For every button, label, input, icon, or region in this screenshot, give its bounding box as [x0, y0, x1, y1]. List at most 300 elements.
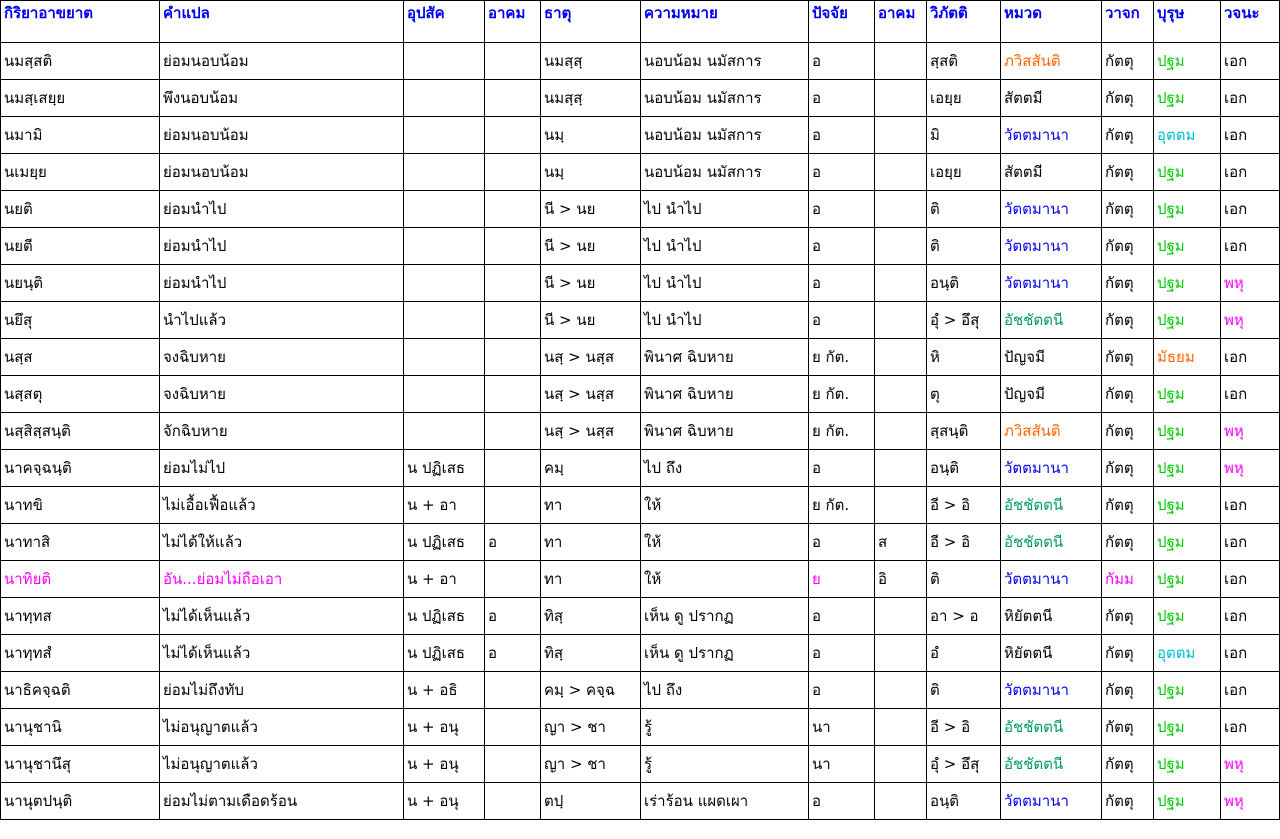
cell-ending: สฺสนฺติ [927, 413, 1001, 450]
cell-group: วัตตมานา [1001, 450, 1102, 487]
cell-verb: นาทาสิ [1, 524, 160, 561]
cell-suffix: อ [809, 154, 875, 191]
cell-voice: กัตตุ [1102, 339, 1154, 376]
cell-augment-2 [875, 191, 927, 228]
cell-number: พหุ [1221, 413, 1280, 450]
table-row [1, 413, 1280, 450]
cell-verb: นสฺส [1, 339, 160, 376]
cell-verb: นยนฺติ [1, 265, 160, 302]
cell-group: ปัญจมี [1001, 339, 1102, 376]
cell-augment-2 [875, 265, 927, 302]
cell-group: อัชชัตตนี [1001, 709, 1102, 746]
cell-augment-2 [875, 80, 927, 117]
header-person: บุรุษ [1154, 1, 1221, 43]
cell-person: ปฐม [1154, 43, 1221, 80]
cell-voice: กัตตุ [1102, 413, 1154, 450]
cell-group: วัตตมานา [1001, 117, 1102, 154]
cell-verb: นมสฺเสยฺย [1, 80, 160, 117]
header-number: วจนะ [1221, 1, 1280, 43]
cell-voice: กัตตุ [1102, 746, 1154, 783]
header-root: ธาตุ [541, 1, 641, 43]
cell-root: นมสฺสฺ [541, 80, 641, 117]
cell-group: หิยัตตนี [1001, 598, 1102, 635]
cell-translation: นำไปแล้ว [160, 302, 404, 339]
cell-voice: กัตตุ [1102, 487, 1154, 524]
cell-root: ทิสฺ [541, 635, 641, 672]
cell-translation: จักฉิบหาย [160, 413, 404, 450]
cell-voice: กัตตุ [1102, 783, 1154, 820]
cell-number: พหุ [1221, 746, 1280, 783]
table-row [1, 672, 1280, 709]
cell-suffix: นา [809, 746, 875, 783]
table-row [1, 117, 1280, 154]
cell-augment-2 [875, 635, 927, 672]
cell-augment [485, 302, 541, 339]
cell-suffix: อ [809, 43, 875, 80]
cell-voice: กัตตุ [1102, 635, 1154, 672]
cell-group: วัตตมานา [1001, 191, 1102, 228]
header-prefix: อุปสัค [404, 1, 485, 43]
cell-prefix [404, 265, 485, 302]
cell-meaning: พินาศ ฉิบหาย [641, 376, 809, 413]
cell-root: นี > นย [541, 302, 641, 339]
cell-group: ปัญจมี [1001, 376, 1102, 413]
cell-translation: ย่อมไม่ตามเดือดร้อน [160, 783, 404, 820]
cell-prefix: น + อนุ [404, 746, 485, 783]
cell-translation: ย่อมนำไป [160, 228, 404, 265]
cell-person: ปฐม [1154, 598, 1221, 635]
cell-translation: จงฉิบหาย [160, 339, 404, 376]
cell-root: ทา [541, 487, 641, 524]
cell-augment-2 [875, 154, 927, 191]
cell-number: เอก [1221, 228, 1280, 265]
cell-number: เอก [1221, 154, 1280, 191]
cell-group: วัตตมานา [1001, 228, 1102, 265]
cell-voice: กัตตุ [1102, 228, 1154, 265]
cell-meaning: ให้ [641, 487, 809, 524]
cell-number: เอก [1221, 376, 1280, 413]
cell-prefix: น + อา [404, 561, 485, 598]
cell-translation: ย่อมนำไป [160, 191, 404, 228]
table-row [1, 487, 1280, 524]
cell-augment-2 [875, 339, 927, 376]
cell-person: ปฐม [1154, 672, 1221, 709]
cell-meaning: ไป นำไป [641, 265, 809, 302]
cell-verb: นานุชานิ [1, 709, 160, 746]
cell-person: ปฐม [1154, 450, 1221, 487]
cell-suffix: อ [809, 302, 875, 339]
cell-root: ตปฺ [541, 783, 641, 820]
cell-group: อัชชัตตนี [1001, 487, 1102, 524]
cell-augment [485, 43, 541, 80]
cell-translation: ย่อมนำไป [160, 265, 404, 302]
cell-prefix [404, 302, 485, 339]
cell-augment: อ [485, 598, 541, 635]
cell-root: นสฺ > นสฺส [541, 413, 641, 450]
cell-suffix: อ [809, 265, 875, 302]
cell-person: ปฐม [1154, 80, 1221, 117]
cell-meaning: นอบน้อม นมัสการ [641, 80, 809, 117]
cell-ending: อี > อิ [927, 709, 1001, 746]
cell-augment [485, 376, 541, 413]
cell-prefix: น + อา [404, 487, 485, 524]
table-row [1, 783, 1280, 820]
cell-suffix: อ [809, 598, 875, 635]
cell-suffix: ย กัต. [809, 376, 875, 413]
cell-prefix: น ปฏิเสธ [404, 635, 485, 672]
cell-person: ปฐม [1154, 228, 1221, 265]
cell-translation: ไม่ได้ให้แล้ว [160, 524, 404, 561]
cell-number: พหุ [1221, 783, 1280, 820]
cell-augment-2 [875, 302, 927, 339]
cell-suffix: อ [809, 117, 875, 154]
cell-person: ปฐม [1154, 746, 1221, 783]
cell-translation: ย่อมนอบน้อม [160, 154, 404, 191]
cell-augment-2 [875, 450, 927, 487]
table-row [1, 339, 1280, 376]
cell-prefix: น + อธิ [404, 672, 485, 709]
cell-prefix [404, 43, 485, 80]
cell-number: เอก [1221, 635, 1280, 672]
cell-voice: กัตตุ [1102, 709, 1154, 746]
cell-suffix: ย กัต. [809, 487, 875, 524]
cell-suffix: อ [809, 783, 875, 820]
cell-person: ปฐม [1154, 487, 1221, 524]
cell-augment [485, 783, 541, 820]
header-row [1, 1, 1280, 43]
cell-verb: นานุชานึสุ [1, 746, 160, 783]
cell-root: นมฺ [541, 117, 641, 154]
cell-prefix [404, 117, 485, 154]
cell-translation: ย่อมนอบน้อม [160, 43, 404, 80]
cell-meaning: ให้ [641, 524, 809, 561]
cell-number: เอก [1221, 598, 1280, 635]
cell-ending: ติ [927, 191, 1001, 228]
header-augment-2: อาคม [875, 1, 927, 43]
cell-group: หิยัตตนี [1001, 635, 1102, 672]
table-row [1, 598, 1280, 635]
cell-ending: สฺสติ [927, 43, 1001, 80]
cell-ending: อนฺติ [927, 450, 1001, 487]
cell-meaning: รู้ [641, 709, 809, 746]
cell-augment-2 [875, 598, 927, 635]
cell-root: ทิสฺ [541, 598, 641, 635]
cell-voice: กัตตุ [1102, 154, 1154, 191]
cell-ending: หิ [927, 339, 1001, 376]
cell-prefix: น + อนุ [404, 783, 485, 820]
cell-number: เอก [1221, 117, 1280, 154]
cell-number: เอก [1221, 709, 1280, 746]
cell-meaning: พินาศ ฉิบหาย [641, 413, 809, 450]
table-row [1, 709, 1280, 746]
cell-root: นี > นย [541, 228, 641, 265]
cell-voice: กัตตุ [1102, 117, 1154, 154]
cell-augment-2 [875, 709, 927, 746]
cell-person: ปฐม [1154, 561, 1221, 598]
cell-voice: กัตตุ [1102, 191, 1154, 228]
cell-prefix: น ปฏิเสธ [404, 598, 485, 635]
cell-ending: อา > อ [927, 598, 1001, 635]
header-voice: วาจก [1102, 1, 1154, 43]
cell-verb: นยติ [1, 191, 160, 228]
cell-verb: นาทฺทส [1, 598, 160, 635]
table-row [1, 80, 1280, 117]
cell-group: อัชชัตตนี [1001, 746, 1102, 783]
cell-group: ภวิสสันติ [1001, 413, 1102, 450]
cell-suffix: อ [809, 191, 875, 228]
cell-prefix [404, 339, 485, 376]
cell-voice: กัตตุ [1102, 598, 1154, 635]
cell-ending: อุํ > อึสุ [927, 302, 1001, 339]
table-row [1, 228, 1280, 265]
cell-augment-2 [875, 487, 927, 524]
cell-augment-2 [875, 43, 927, 80]
cell-person: ปฐม [1154, 783, 1221, 820]
cell-person: ปฐม [1154, 191, 1221, 228]
cell-prefix: น ปฏิเสธ [404, 450, 485, 487]
cell-augment-2 [875, 413, 927, 450]
cell-translation: ไม่อนุญาตแล้ว [160, 709, 404, 746]
cell-root: นี > นย [541, 191, 641, 228]
cell-root: นมสฺสฺ [541, 43, 641, 80]
cell-ending: ตุ [927, 376, 1001, 413]
cell-verb: นยตี [1, 228, 160, 265]
cell-voice: กัตตุ [1102, 43, 1154, 80]
cell-verb: นานุตปนฺติ [1, 783, 160, 820]
cell-translation: ย่อมไม่ไป [160, 450, 404, 487]
cell-verb: นเมยฺย [1, 154, 160, 191]
cell-voice: กัตตุ [1102, 80, 1154, 117]
cell-suffix: อ [809, 228, 875, 265]
cell-augment [485, 265, 541, 302]
cell-number: พหุ [1221, 302, 1280, 339]
cell-suffix: อ [809, 635, 875, 672]
cell-root: ญา > ชา [541, 746, 641, 783]
cell-prefix [404, 154, 485, 191]
cell-translation: ย่อมนอบน้อม [160, 117, 404, 154]
cell-meaning: เห็น ดู ปรากฏ [641, 635, 809, 672]
cell-root: ทา [541, 561, 641, 598]
table-row [1, 154, 1280, 191]
cell-root: ญา > ชา [541, 709, 641, 746]
cell-voice: กัมม [1102, 561, 1154, 598]
cell-number: เอก [1221, 524, 1280, 561]
cell-prefix [404, 228, 485, 265]
cell-meaning: นอบน้อม นมัสการ [641, 154, 809, 191]
cell-ending: อนฺติ [927, 783, 1001, 820]
cell-translation: ไม่เอื้อเฟื้อแล้ว [160, 487, 404, 524]
cell-augment: อ [485, 635, 541, 672]
cell-number: เอก [1221, 80, 1280, 117]
header-translation: คำแปล [160, 1, 404, 43]
cell-meaning: ให้ [641, 561, 809, 598]
cell-root: นสฺ > นสฺส [541, 339, 641, 376]
cell-ending: อี > อิ [927, 487, 1001, 524]
cell-number: เอก [1221, 561, 1280, 598]
cell-number: เอก [1221, 191, 1280, 228]
cell-verb: นยึสุ [1, 302, 160, 339]
cell-meaning: นอบน้อม นมัสการ [641, 117, 809, 154]
cell-meaning: ไป นำไป [641, 191, 809, 228]
header-group: หมวด [1001, 1, 1102, 43]
cell-augment [485, 117, 541, 154]
cell-voice: กัตตุ [1102, 376, 1154, 413]
cell-ending: มิ [927, 117, 1001, 154]
cell-meaning: นอบน้อม นมัสการ [641, 43, 809, 80]
table-row [1, 561, 1280, 598]
cell-person: ปฐม [1154, 524, 1221, 561]
cell-voice: กัตตุ [1102, 302, 1154, 339]
cell-group: ภวิสสันติ [1001, 43, 1102, 80]
cell-meaning: ไป ถึง [641, 450, 809, 487]
table-row [1, 635, 1280, 672]
cell-prefix [404, 376, 485, 413]
cell-verb: นสฺสิสฺสนฺติ [1, 413, 160, 450]
cell-meaning: รู้ [641, 746, 809, 783]
cell-person: ปฐม [1154, 302, 1221, 339]
header-verb: กิริยาอาขยาต [1, 1, 160, 43]
cell-ending: อนฺติ [927, 265, 1001, 302]
cell-voice: กัตตุ [1102, 524, 1154, 561]
cell-root: นสฺ > นสฺส [541, 376, 641, 413]
cell-verb: นาทขิ [1, 487, 160, 524]
cell-augment-2 [875, 117, 927, 154]
cell-suffix: นา [809, 709, 875, 746]
cell-meaning: เห็น ดู ปรากฏ [641, 598, 809, 635]
cell-ending: ติ [927, 672, 1001, 709]
cell-suffix: ย กัต. [809, 339, 875, 376]
cell-number: เอก [1221, 43, 1280, 80]
cell-voice: กัตตุ [1102, 450, 1154, 487]
cell-person: ปฐม [1154, 265, 1221, 302]
cell-prefix: น ปฏิเสธ [404, 524, 485, 561]
cell-group: สัตตมี [1001, 80, 1102, 117]
cell-ending: อํ [927, 635, 1001, 672]
cell-suffix: อ [809, 524, 875, 561]
cell-number: เอก [1221, 487, 1280, 524]
cell-augment [485, 450, 541, 487]
cell-suffix: ย กัต. [809, 413, 875, 450]
cell-suffix: อ [809, 672, 875, 709]
header-meaning: ความหมาย [641, 1, 809, 43]
cell-person: อุตตม [1154, 635, 1221, 672]
cell-suffix: อ [809, 450, 875, 487]
cell-person: ปฐม [1154, 154, 1221, 191]
cell-person: ปฐม [1154, 376, 1221, 413]
cell-number: พหุ [1221, 450, 1280, 487]
cell-group: วัตตมานา [1001, 783, 1102, 820]
cell-translation: ไม่อนุญาตแล้ว [160, 746, 404, 783]
cell-ending: ติ [927, 228, 1001, 265]
cell-group: วัตตมานา [1001, 561, 1102, 598]
table-row [1, 191, 1280, 228]
table-row [1, 302, 1280, 339]
cell-suffix: ย [809, 561, 875, 598]
cell-group: วัตตมานา [1001, 265, 1102, 302]
cell-translation: ย่อมไม่ถึงทับ [160, 672, 404, 709]
cell-group: อัชชัตตนี [1001, 524, 1102, 561]
cell-person: อุตตม [1154, 117, 1221, 154]
table-row [1, 265, 1280, 302]
cell-augment-2 [875, 783, 927, 820]
cell-root: นมฺ [541, 154, 641, 191]
cell-verb: นาธิคจฺฉติ [1, 672, 160, 709]
cell-verb: นาคจฺฉนฺติ [1, 450, 160, 487]
cell-prefix [404, 413, 485, 450]
table-body [1, 43, 1280, 820]
cell-augment [485, 339, 541, 376]
cell-group: วัตตมานา [1001, 672, 1102, 709]
cell-augment [485, 228, 541, 265]
header-augment: อาคม [485, 1, 541, 43]
cell-meaning: ไป นำไป [641, 228, 809, 265]
cell-root: นี > นย [541, 265, 641, 302]
cell-ending: อุํ > อึสุ [927, 746, 1001, 783]
cell-augment [485, 413, 541, 450]
cell-meaning: พินาศ ฉิบหาย [641, 339, 809, 376]
table-row [1, 524, 1280, 561]
cell-verb: นมสฺสติ [1, 43, 160, 80]
cell-translation: พึงนอบน้อม [160, 80, 404, 117]
cell-meaning: ไป นำไป [641, 302, 809, 339]
cell-verb: นมามิ [1, 117, 160, 154]
cell-augment-2 [875, 228, 927, 265]
cell-translation: จงฉิบหาย [160, 376, 404, 413]
cell-augment [485, 191, 541, 228]
cell-ending: เอยฺย [927, 80, 1001, 117]
cell-augment [485, 487, 541, 524]
header-suffix: ปัจจัย [809, 1, 875, 43]
cell-augment [485, 80, 541, 117]
cell-augment-2: ส [875, 524, 927, 561]
cell-augment [485, 672, 541, 709]
cell-ending: ติ [927, 561, 1001, 598]
cell-suffix: อ [809, 80, 875, 117]
cell-verb: นาทฺทสํ [1, 635, 160, 672]
table-row [1, 376, 1280, 413]
cell-person: มัธยม [1154, 339, 1221, 376]
cell-prefix [404, 191, 485, 228]
cell-translation: อัน...ย่อมไม่ถือเอา [160, 561, 404, 598]
cell-prefix [404, 80, 485, 117]
table-row [1, 43, 1280, 80]
cell-ending: อี > อิ [927, 524, 1001, 561]
cell-augment-2: อิ [875, 561, 927, 598]
cell-group: อัชชัตตนี [1001, 302, 1102, 339]
cell-translation: ไม่ได้เห็นแล้ว [160, 598, 404, 635]
cell-person: ปฐม [1154, 709, 1221, 746]
cell-translation: ไม่ได้เห็นแล้ว [160, 635, 404, 672]
table-row [1, 450, 1280, 487]
cell-group: สัตตมี [1001, 154, 1102, 191]
cell-augment: อ [485, 524, 541, 561]
cell-prefix: น + อนุ [404, 709, 485, 746]
cell-meaning: ไป ถึง [641, 672, 809, 709]
cell-root: คมฺ [541, 450, 641, 487]
cell-number: พหุ [1221, 265, 1280, 302]
cell-number: เอก [1221, 339, 1280, 376]
cell-augment-2 [875, 376, 927, 413]
cell-meaning: เร่าร้อน แผดเผา [641, 783, 809, 820]
cell-ending: เอยฺย [927, 154, 1001, 191]
cell-root: คมฺ > คจฺฉ [541, 672, 641, 709]
cell-voice: กัตตุ [1102, 265, 1154, 302]
cell-voice: กัตตุ [1102, 672, 1154, 709]
cell-augment-2 [875, 746, 927, 783]
cell-number: เอก [1221, 672, 1280, 709]
cell-verb: นสฺสตุ [1, 376, 160, 413]
cell-person: ปฐม [1154, 413, 1221, 450]
